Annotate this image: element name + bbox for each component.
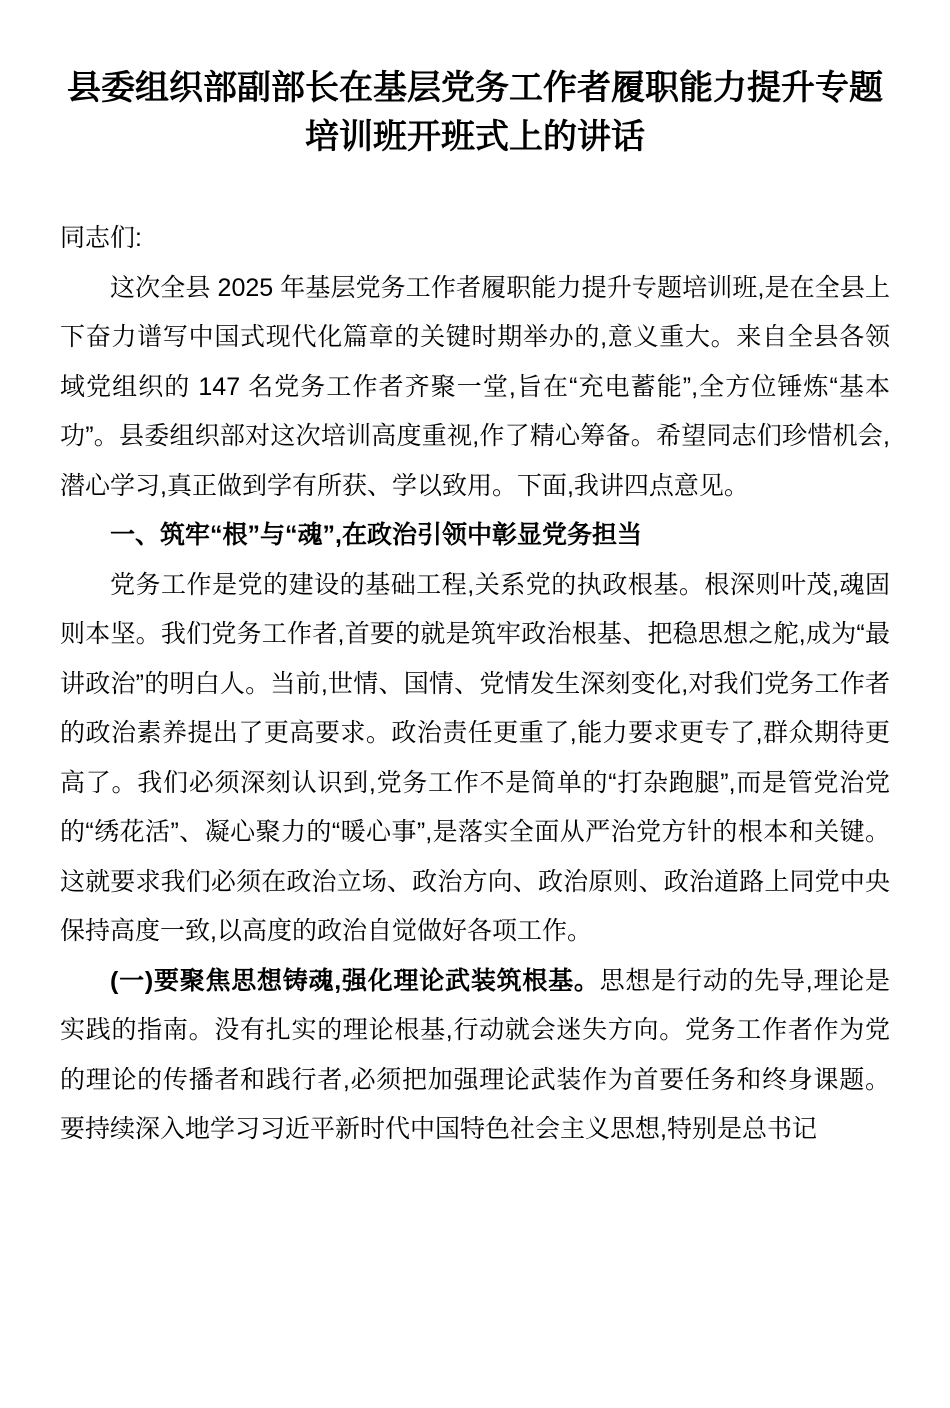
- text-segment: 党务工作是党的建设的基础工程,关系党的执政根基。根深则叶茂,魂固则本坚。我们党务工作者,首要的就是筑牢政治根基、把稳思想之舵,成为“最讲政治”的明白人。当前,世情、国情、党情发生深刻变化,对我们党务工作者的政治素养提出了更高要求。政治责任更重了,能力要求更专了,群众期待更高了。我们必须深刻认识到,党务工作不是简单的“打杂跑腿”,而是管党治党的“绣花活”、凝心聚力的“暖心事”,是落实全面从严治党方针的根本和关键。这就要求我们必须在政治立场、政治方向、政治原则、政治道路上同党中央保持高度一致,以高度的政治自觉做好各项工作。: [60, 570, 890, 945]
- section-heading: [60, 511, 890, 561]
- text-segment-lead: (一)要聚焦思想铸魂,强化理论武装筑根基。: [110, 966, 600, 995]
- paragraph-intro: [60, 264, 890, 512]
- text-segment: 思想是行动的先导,理论是实践的指南。没有扎实的理论根基,行动就会迷失方向。党务工作者作为党的理论的传播者和践行者,必须把加强理论武装作为首要任务和终身课题。要持续深入地学习习近平新时代中国特色社会主义思想,特别是总书记: [60, 966, 890, 1143]
- document-page: [0, 64, 950, 1155]
- document-title: 县委组织部副部长在基层党务工作者履职能力提升专题培训班开班式上的讲话: [67, 69, 883, 156]
- text-segment: 一、筑牢“根”与“魂”,在政治引领中彰显党务担当: [110, 521, 642, 549]
- paragraph-section-body: [60, 561, 890, 957]
- paragraph-subsection: [60, 957, 890, 1155]
- salutation: 同志们:: [60, 224, 142, 252]
- text-segment: 这次全县 2025 年基层党务工作者履职能力提升专题培训班,是在全县上下奋力谱写中国式现代化篇章的关键时期举办的,意义重大。来自全县各领域党组织的 147 名党务工作者齐聚一堂,旨在“充电蓄能”,全方位锤炼“基本功”。县委组织部对这次培训高度重视,作了精心筹备。希望同志们珍惜机会,潜心学习,真正做到学有所获、学以致用。下面,我讲四点意见。: [60, 273, 890, 500]
